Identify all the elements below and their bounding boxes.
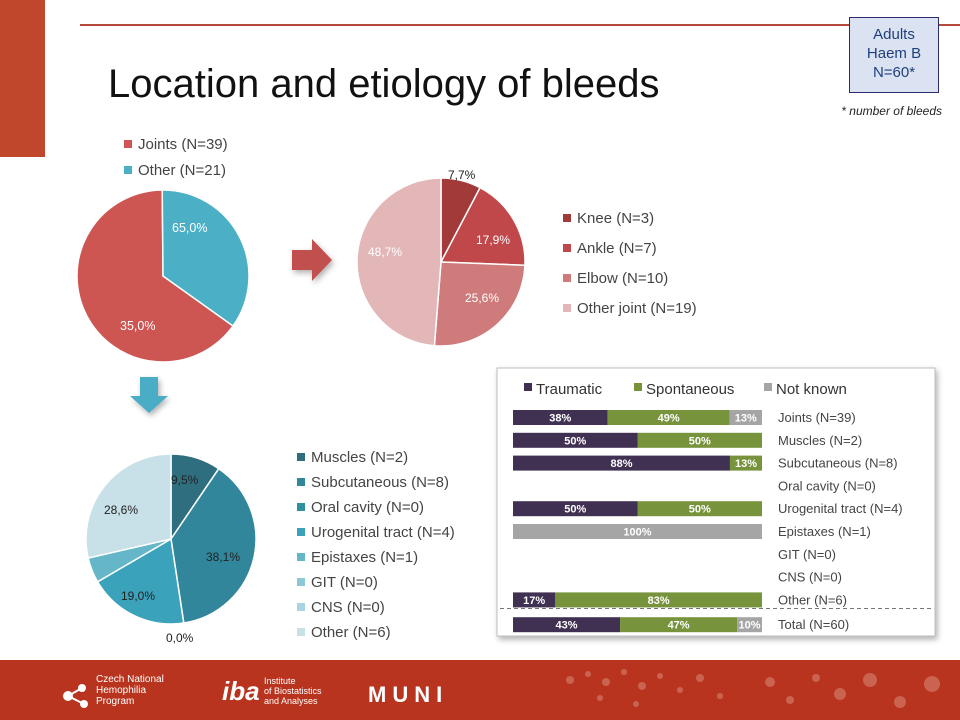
bar-value-label: 50%: [564, 503, 587, 516]
bar-value-label: 49%: [657, 412, 680, 425]
iba-logo-mark: iba: [222, 676, 260, 706]
other-legend-label: CNS (N=0): [311, 599, 385, 616]
other-value-label: 19,0%: [121, 589, 156, 603]
bar-value-label: 13%: [734, 458, 757, 471]
hemophilia-logo-icon: [58, 674, 98, 714]
bar-value-label: 50%: [688, 435, 711, 448]
other-legend-swatch: [297, 578, 305, 586]
joints-legend-label: Knee (N=3): [577, 210, 655, 227]
footer-bar: [0, 660, 960, 720]
other-legend-label: Oral cavity (N=0): [311, 499, 424, 516]
bar-value-label: 83%: [647, 594, 670, 607]
other-value-label: 9,5%: [171, 473, 199, 487]
down-arrow-icon: [130, 377, 168, 413]
bar-legend-swatch: [524, 383, 532, 391]
bar-category-label: Muscles (N=2): [778, 432, 863, 448]
joints-legend-swatch: [563, 214, 571, 222]
bar-category-label: Subcutaneous (N=8): [778, 455, 898, 471]
hemophilia-program-logo: [96, 674, 164, 707]
other-value-label: 0,0%: [166, 631, 194, 645]
bar-legend-label: Traumatic: [536, 381, 603, 398]
bar-category-label: CNS (N=0): [778, 569, 842, 585]
joints-legend-swatch: [563, 274, 571, 282]
bar-category-label: Oral cavity (N=0): [778, 478, 876, 494]
overall-legend-swatch: [124, 166, 132, 174]
other-legend-label: Urogenital tract (N=4): [311, 524, 455, 541]
badge-line-1: Adults: [873, 26, 915, 43]
other-legend-swatch: [297, 478, 305, 486]
logo2-line1: Institute: [264, 676, 296, 686]
bar-legend-label: Not known: [776, 381, 847, 398]
overall-value-label: 65,0%: [172, 221, 208, 235]
muni-logo: MUNI: [368, 682, 449, 707]
other-legend-label: GIT (N=0): [311, 574, 378, 591]
joints-value-label: 25,6%: [465, 291, 500, 305]
bar-value-label: 100%: [623, 526, 652, 539]
page-title: Location and etiology of bleeds: [108, 62, 660, 106]
bar-value-label: 47%: [667, 619, 690, 632]
joints-value-label: 48,7%: [368, 245, 403, 259]
joints-legend-label: Elbow (N=10): [577, 270, 669, 287]
joints-value-label: 17,9%: [476, 233, 511, 247]
decorative-dots: [540, 660, 960, 720]
overall-legend-swatch: [124, 140, 132, 148]
bar-category-label: Joints (N=39): [778, 410, 856, 425]
joints-legend-label: Other joint (N=19): [577, 300, 697, 317]
overall-legend-label: Other (N=21): [138, 162, 226, 179]
bar-category-label: Other (N=6): [778, 592, 847, 608]
bar-value-label: 10%: [738, 619, 761, 632]
other-legend-swatch: [297, 628, 305, 636]
other-value-label: 38,1%: [206, 550, 241, 564]
other-legend-label: Muscles (N=2): [311, 449, 409, 466]
bar-legend-label: Spontaneous: [646, 381, 735, 398]
badge-line-3: N=60*: [872, 64, 916, 81]
other-legend-swatch: [297, 453, 305, 461]
other-legend-swatch: [297, 503, 305, 511]
bar-legend-swatch: [764, 383, 772, 391]
overall-value-label: 35,0%: [120, 319, 156, 333]
joints-legend-swatch: [563, 244, 571, 252]
logo1-line3: Program: [96, 696, 135, 707]
logo1-line2: Hemophilia: [96, 685, 147, 696]
joints-value-label: 7,7%: [448, 168, 476, 182]
bar-value-label: 50%: [688, 503, 711, 516]
footnote: * number of bleeds: [841, 104, 942, 118]
joints-pie-slice: [357, 178, 441, 346]
logo1-line1: Czech National: [96, 674, 164, 685]
other-value-label: 28,6%: [104, 503, 139, 517]
bar-value-label: 50%: [564, 435, 587, 448]
overall-legend-label: Joints (N=39): [138, 136, 228, 153]
iba-logo-text: [264, 676, 322, 706]
other-legend-swatch: [297, 528, 305, 536]
badge-line-2: Haem B: [866, 45, 922, 62]
other-legend-label: Epistaxes (N=1): [311, 549, 419, 566]
joints-legend-swatch: [563, 304, 571, 312]
bar-category-label: Epistaxes (N=1): [778, 524, 871, 539]
bar-value-label: 17%: [523, 594, 546, 607]
bar-category-label: GIT (N=0): [778, 546, 836, 562]
other-legend-label: Subcutaneous (N=8): [311, 474, 450, 491]
bar-value-label: 88%: [610, 458, 633, 471]
bar-value-label: 43%: [555, 619, 578, 632]
bar-category-label: Urogenital tract (N=4): [778, 501, 903, 517]
bar-legend-swatch: [634, 383, 642, 391]
logo2-line3: and Analyses: [264, 696, 318, 706]
joints-legend-label: Ankle (N=7): [577, 240, 657, 257]
bar-value-label: 38%: [549, 412, 572, 425]
right-arrow-icon: [292, 239, 332, 281]
bar-category-label: Total (N=60): [778, 617, 850, 633]
logo2-line2: of Biostatistics: [264, 686, 322, 696]
bar-value-label: 13%: [734, 412, 757, 425]
other-legend-label: Other (N=6): [311, 624, 391, 641]
other-legend-swatch: [297, 603, 305, 611]
other-legend-swatch: [297, 553, 305, 561]
